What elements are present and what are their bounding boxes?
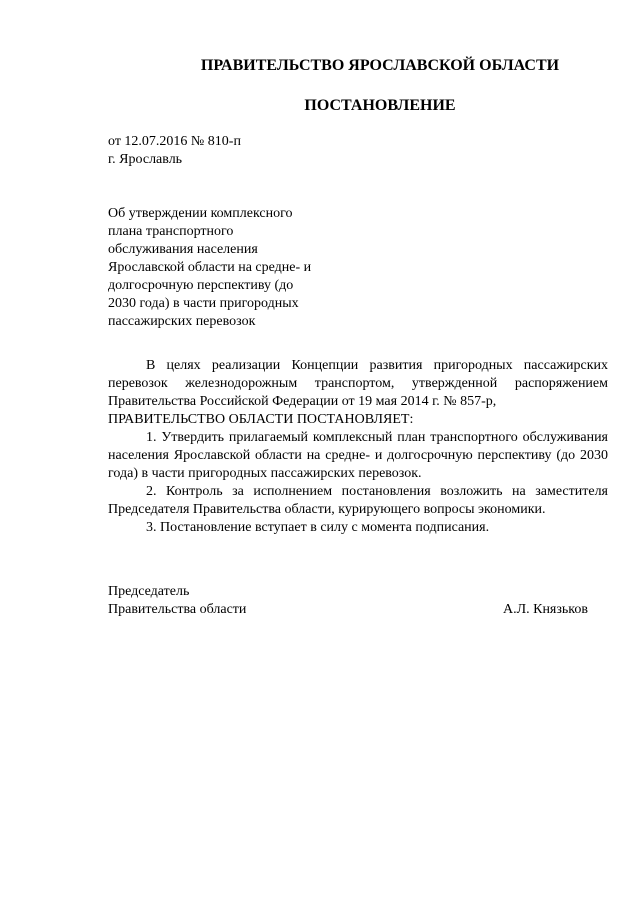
- document-body: [108, 357, 608, 537]
- date-number-line: от 12.07.2016 № 810-п: [108, 134, 241, 149]
- subject-line: Об утверждении комплексного: [108, 206, 293, 221]
- subject-line: 2030 года) в части пригородных: [108, 296, 299, 311]
- clause-paragraph: 2. Контроль за исполнением постановления возложить на заместителя Председателя Правительства области, курирующего вопросы экономики.: [108, 484, 608, 517]
- signatory-position: Председатель: [108, 584, 190, 599]
- subject-line: пассажирских перевозок: [108, 314, 256, 329]
- clause-paragraph: 1. Утвердить прилагаемый комплексный план транспортного обслуживания населения Ярославской области на средне- и долгосрочную перспективу (до 2030 года) в части пригородных пассажирских перевозок.: [108, 430, 608, 481]
- decision-line: ПРАВИТЕЛЬСТВО ОБЛАСТИ ПОСТАНОВЛЯЕТ:: [108, 412, 414, 427]
- preamble-paragraph: В целях реализации Концепции развития пригородных пассажирских перевозок железнодорожным транспортом, утвержденной распоряжением Правительства Российской Федерации от 19 мая 2014 г. № 857-р,: [108, 358, 608, 409]
- subject-line: долгосрочную перспективу (до: [108, 278, 294, 293]
- signature-row: [108, 601, 608, 619]
- subject-line: Ярославской области на средне- и: [108, 260, 312, 275]
- document-subject: [108, 205, 348, 331]
- document-type-title: ПОСТАНОВЛЕНИЕ: [304, 97, 456, 114]
- clause-paragraph: 3. Постановление вступает в силу с момента подписания.: [146, 520, 490, 535]
- subject-line: обслуживания населения: [108, 242, 258, 257]
- city-line: г. Ярославль: [108, 152, 183, 167]
- signatory-position-line2: Правительства области: [108, 602, 247, 617]
- signatory-name: А.Л. Князьков: [503, 602, 588, 617]
- document-meta: [108, 133, 241, 169]
- signature-block: [108, 583, 608, 619]
- government-title: ПРАВИТЕЛЬСТВО ЯРОСЛАВСКОЙ ОБЛАСТИ: [200, 57, 560, 74]
- subject-line: плана транспортного: [108, 224, 234, 239]
